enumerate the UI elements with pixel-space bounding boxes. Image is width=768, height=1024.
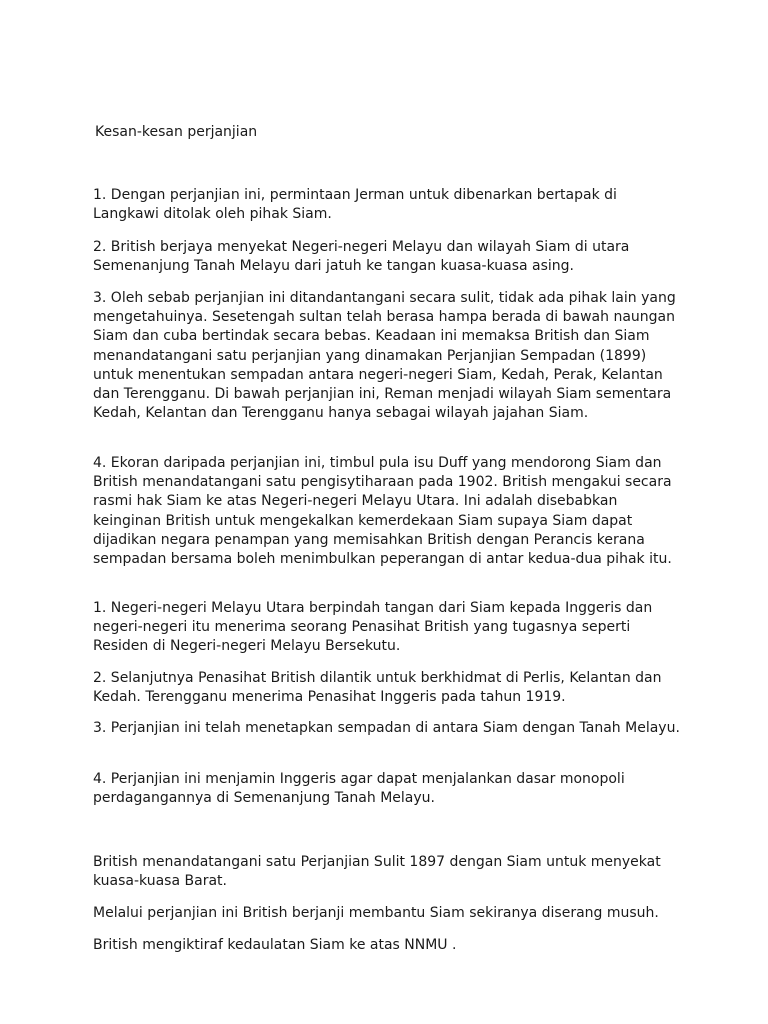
- paragraph-7: 3. Perjanjian ini telah menetapkan sempadan di antara Siam dengan Tanah Melayu.: [93, 720, 680, 736]
- paragraph-11: British mengiktiraf kedaulatan Siam ke atas NNMU .: [93, 937, 457, 953]
- paragraph-6: 2. Selanjutnya Penasihat British dilantik untuk berkhidmat di Perlis, Kelantan dan Kedah. Terengganu menerima Penasihat Inggeris pada tahun 1919.: [93, 670, 662, 706]
- paragraph-1: 1. Dengan perjanjian ini, permintaan Jerman untuk dibenarkan bertapak di Langkawi ditolak oleh pihak Siam.: [93, 187, 617, 223]
- paragraph-3: 3. Oleh sebab perjanjian ini ditandantangani secara sulit, tidak ada pihak lain yang mengetahuinya. Sesetengah sultan telah berasa hampa berada di bawah naungan Siam dan cuba bertindak secara bebas. Keadaan ini memaksa British dan Siam menandatangani satu perjanjian yang dinamakan Perjanjian Sempadan (1899) untuk menentukan sempadan antara negeri-negeri Siam, Kedah, Perak, Kelantan dan Terengganu. Di bawah perjanjian ini, Reman menjadi wilayah Siam sementara Kedah, Kelantan dan Terengganu hanya sebagai wilayah jajahan Siam.: [93, 290, 676, 422]
- paragraph-10: Melalui perjanjian ini British berjanji membantu Siam sekiranya diserang musuh.: [93, 905, 659, 921]
- paragraph-2: 2. British berjaya menyekat Negeri-negeri Melayu dan wilayah Siam di utara Semenanjung Tanah Melayu dari jatuh ke tangan kuasa-kuasa asing.: [93, 239, 630, 275]
- paragraph-8: 4. Perjanjian ini menjamin Inggeris agar dapat menjalankan dasar monopoli perdagangannya di Semenanjung Tanah Melayu.: [93, 771, 625, 807]
- paragraph-4: 4. Ekoran daripada perjanjian ini, timbul pula isu Duff yang mendorong Siam dan British menandatangani satu pengisytiharaan pada 1902. British mengakui secara rasmi hak Siam ke atas Negeri-negeri Melayu Utara. Ini adalah disebabkan keinginan British untuk mengekalkan kemerdekaan Siam supaya Siam dapat dijadikan negara penampan yang memisahkan British dengan Perancis kerana sempadan bersama boleh menimbulkan peperangan di antar kedua-dua pihak itu.: [93, 455, 672, 568]
- document-title: Kesan-kesan perjanjian: [95, 124, 258, 140]
- paragraph-5: 1. Negeri-negeri Melayu Utara berpindah tangan dari Siam kepada Inggeris dan negeri-negeri itu menerima seorang Penasihat British yang tugasnya seperti Residen di Negeri-negeri Melayu Bersekutu.: [93, 600, 653, 655]
- paragraph-9: British menandatangani satu Perjanjian Sulit 1897 dengan Siam untuk menyekat kuasa-kuasa Barat.: [93, 854, 661, 890]
